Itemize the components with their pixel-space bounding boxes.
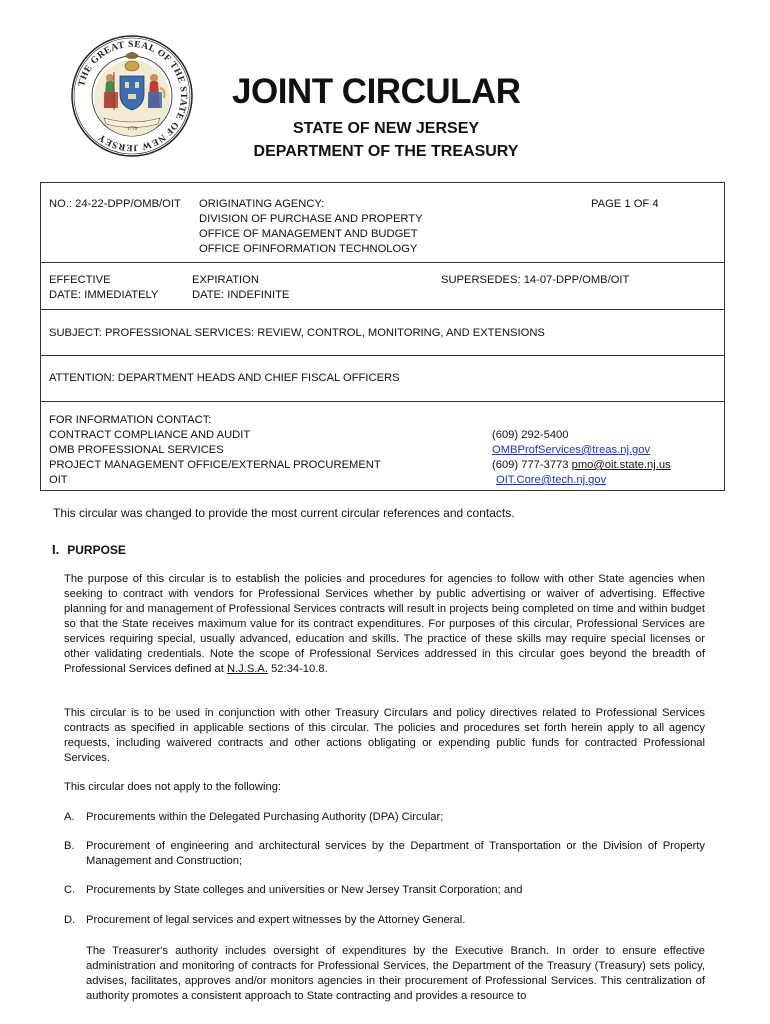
pmo-phone: (609) 777-3773 — [492, 459, 569, 471]
agency-oit: OFFICE OFINFORMATION TECHNOLOGY — [199, 243, 418, 255]
seal-text: THE GREAT SEAL OF THE STATE OF NEW JERSEY — [76, 39, 189, 153]
contact-names — [49, 413, 381, 488]
statute-citation: 52:34-10.8. — [271, 663, 328, 675]
contact-name: OMB PROFESSIONAL SERVICES — [49, 444, 224, 456]
originating-agency — [199, 197, 423, 257]
attention: ATTENTION: DEPARTMENT HEADS AND CHIEF FISCAL OFFICERS — [49, 372, 400, 384]
statute-reference: N.J.S.A. — [226, 663, 268, 675]
purpose-paragraph-1 — [64, 572, 705, 677]
oit-email-link[interactable]: OIT.Core@tech.nj.gov — [496, 474, 607, 486]
seal-emblem-icon — [94, 52, 170, 136]
section-title: PURPOSE — [67, 543, 126, 557]
list-item-text: Procurement of legal services and expert witnesses by the Attorney General. — [86, 914, 466, 926]
list-item-text: Procurement of engineering and architectural services by the Department of Transportation or the Division of Property Management and Construction; — [86, 840, 705, 867]
page-indicator: PAGE 1 OF 4 — [591, 198, 659, 210]
effective-value: DATE: IMMEDIATELY — [49, 289, 159, 301]
agency-omb: OFFICE OF MANAGEMENT AND BUDGET — [199, 228, 418, 240]
contact-details — [492, 428, 671, 488]
circular-number: NO.: 24-22-DPP/OMB/OIT — [49, 198, 181, 210]
list-item-text: Procurements by State colleges and universities or New Jersey Transit Corporation; and — [86, 884, 523, 896]
contact-name: PROJECT MANAGEMENT OFFICE/EXTERNAL PROCUREMENT — [49, 459, 381, 471]
contact-heading: FOR INFORMATION CONTACT: — [49, 414, 212, 426]
page-title: JOINT CIRCULAR — [232, 72, 521, 111]
contact-phone: (609) 292-5400 — [492, 429, 569, 441]
section-number: I. — [52, 542, 60, 557]
department-name: DEPARTMENT OF THE TREASURY — [253, 143, 519, 160]
purpose-paragraph-4: The Treasurer's authority includes oversight of expenditures by the Executive Branch. In order to ensure effective administration and monitoring of contracts for Professional Services, the Department of the Treasury (Treasury) sets policy, advises, facilitates, approves and/or monitors agencies in their procurement of Professional Services. This centralization of authority promotes a consistent approach to State contracting and provides a resource to — [86, 945, 705, 1002]
list-item-label: C. — [64, 884, 76, 896]
effective-date — [49, 273, 158, 303]
originating-agency-label: ORIGINATING AGENCY: — [199, 198, 325, 210]
circular-info-box — [40, 182, 725, 491]
expiration-date — [192, 273, 289, 303]
contact-name: CONTRACT COMPLIANCE AND AUDIT — [49, 429, 251, 441]
change-note: This circular was changed to provide the most current circular references and contacts. — [53, 506, 515, 520]
state-seal — [70, 34, 194, 158]
list-item-label: D. — [64, 914, 76, 926]
list-item — [64, 913, 705, 928]
pmo-email-link[interactable]: pmo@oit.state.nj.us — [571, 459, 671, 471]
subject: SUBJECT: PROFESSIONAL SERVICES: REVIEW, CONTROL, MONITORING, AND EXTENSIONS — [49, 327, 545, 339]
purpose-paragraph-2: This circular is to be used in conjunction with other Treasury Circulars and policy directives related to Professional Services contracts as specified in applicable sections of this circular. The policies and procedures set forth herein apply to all agency requests, including waivered contracts and other actions obligating or expending public funds for contracted Professional Services. — [64, 707, 705, 764]
contact-name: OIT — [49, 474, 68, 486]
list-item-text: Procurements within the Delegated Purchasing Authority (DPA) Circular; — [86, 811, 444, 823]
supersedes: SUPERSEDES: 14-07-DPP/OMB/OIT — [441, 274, 630, 286]
purpose-paragraph-1-text: The purpose of this circular is to establish the policies and procedures for agencies to follow with other State agencies when seeking to contract with vendors for Professional Services whether by public advertising or waiver of advertising. Effective planning for and management of Professional Services contracts will result in projects being completed on time and within budget so that the State receives maximum value for its contract expenditures. For purposes of this circular, Professional Services are services requiring special, usually advanced, education and skills. The practice of these skills may require special licenses or other validating credentials. Note the scope of Professional Services addressed in this circular goes beyond the breadth of Professional Services defined at — [64, 573, 705, 675]
agency-purchase-property: DIVISION OF PURCHASE AND PROPERTY — [199, 213, 423, 225]
omb-email-link[interactable]: OMBProfServices@treas.nj.gov — [492, 444, 651, 456]
svg-text:1776: 1776 — [127, 127, 137, 132]
list-item — [64, 810, 705, 825]
section-heading — [52, 542, 126, 557]
info-row-number — [41, 183, 724, 263]
expiration-value: DATE: INDEFINITE — [192, 289, 290, 301]
state-name: STATE OF NEW JERSEY — [292, 120, 480, 137]
expiration-label: EXPIRATION — [192, 274, 259, 286]
purpose-paragraph-3: This circular does not apply to the following: — [64, 781, 282, 793]
list-item — [64, 839, 705, 869]
list-item — [64, 883, 705, 898]
list-item-label: A. — [64, 811, 75, 823]
effective-label: EFFECTIVE — [49, 274, 111, 286]
header-subtitle — [230, 117, 542, 163]
list-item-label: B. — [64, 840, 75, 852]
info-row-contacts — [41, 402, 724, 490]
info-row-dates — [41, 263, 724, 310]
info-row-attention — [41, 356, 724, 402]
info-row-subject — [41, 310, 724, 356]
